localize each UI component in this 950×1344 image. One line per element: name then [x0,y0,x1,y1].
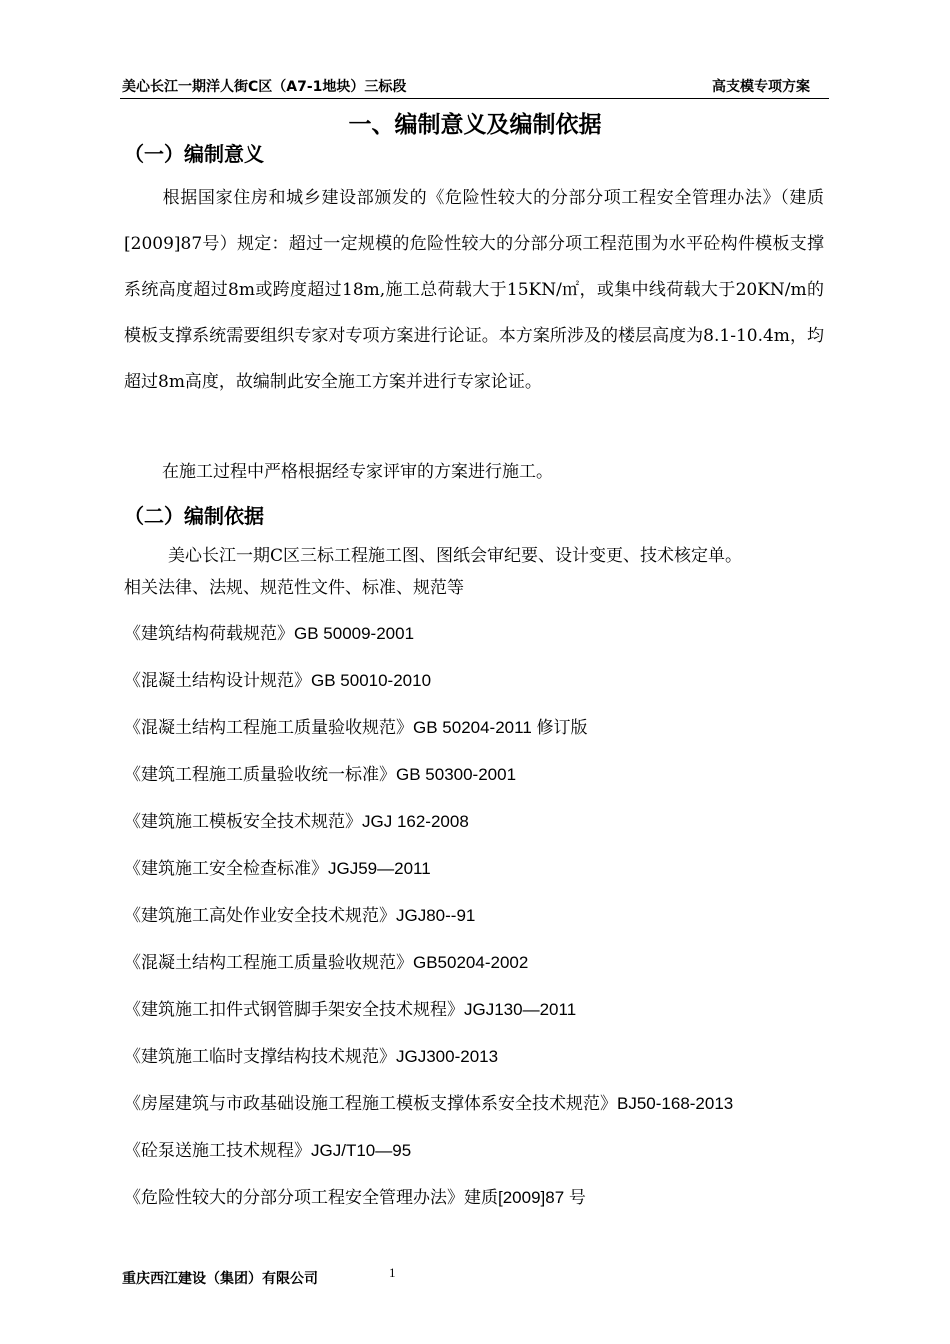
reference-code: GB 50009-2001 [294,624,415,643]
reference-name: 《混凝土结构设计规范》 [124,671,311,691]
reference-code: 建质[2009]87 号 [464,1188,586,1207]
header-doc-type: 高支模专项方案 [712,79,810,95]
reference-code: GB 50010-2010 [311,671,432,690]
header-project: 美心长江一期洋人街C区（A7-1地块）三标段 [122,79,407,95]
reference-name: 《混凝土结构工程施工质量验收规范》 [124,718,413,738]
footer-company: 重庆西江建设（集团）有限公司 [122,1271,318,1287]
section-heading-basis: （二）编制依据 [124,504,264,528]
reference-code: JGJ80--91 [396,906,476,925]
reference-code: BJ50-168-2013 [617,1094,734,1113]
reference-list [124,618,733,1229]
reference-name: 《建筑施工高处作业安全技术规范》 [124,906,396,926]
reference-item [124,853,733,900]
basis-intro-2: 相关法律、法规、规范性文件、标准、规范等 [124,578,464,598]
reference-name: 《建筑施工扣件式钢管脚手架安全技术规程》 [124,1000,464,1020]
significance-paragraph [124,175,824,405]
reference-name: 《建筑施工临时支撑结构技术规范》 [124,1047,396,1067]
reference-name: 《混凝土结构工程施工质量验收规范》 [124,953,413,973]
reference-code: JGJ 162-2008 [362,812,469,831]
reference-name: 《危险性较大的分部分项工程安全管理办法》 [124,1188,464,1208]
reference-item [124,947,733,994]
reference-item [124,618,733,665]
page-number: 1 [389,1265,396,1280]
basis-intro-1: 美心长江一期C区三标工程施工图、图纸会审纪要、设计变更、技术核定单。 [168,546,743,566]
reference-name: 《砼泵送施工技术规程》 [124,1141,311,1161]
reference-item [124,1182,733,1229]
reference-item [124,994,733,1041]
reference-code: GB 50300-2001 [396,765,517,784]
reference-code: GB 50204-2011 修订版 [413,718,588,737]
construction-note-text: 在施工过程中严格根据经专家评审的方案进行施工。 [162,462,553,482]
reference-item [124,712,733,759]
reference-name: 《房屋建筑与市政基础设施工程施工模板支撑体系安全技术规范》 [124,1094,617,1114]
reference-code: JGJ59—2011 [328,859,431,878]
reference-item [124,665,733,712]
reference-code: GB50204-2002 [413,953,529,972]
construction-note-paragraph [124,449,824,495]
significance-text: 根据国家住房和城乡建设部颁发的《危险性较大的分部分项工程安全管理办法》（建质[2009]87号）规定：超过一定规模的危险性较大的分部分项工程范围为水平砼构件模板支撑系统高度超过8m或跨度超过18m,施工总荷载大于15KN/㎡，或集中线荷载大于20KN/m的模板支撑系统需要组织专家对专项方案进行论证。本方案所涉及的楼层高度为8.1-10.4m，均超过8m高度，故编制此安全施工方案并进行专家论证。 [124,188,824,392]
reference-code: JGJ130—2011 [464,1000,577,1019]
reference-name: 《建筑工程施工质量验收统一标准》 [124,765,396,785]
reference-name: 《建筑施工安全检查标准》 [124,859,328,879]
reference-item [124,1088,733,1135]
reference-name: 《建筑施工模板安全技术规范》 [124,812,362,832]
reference-item [124,1041,733,1088]
reference-item [124,806,733,853]
reference-item [124,900,733,947]
header-divider [120,98,829,99]
reference-code: JGJ300-2013 [396,1047,499,1066]
reference-code: JGJ/T10—95 [311,1141,412,1160]
chapter-title: 一、编制意义及编制依据 [348,112,602,138]
reference-item [124,1135,733,1182]
reference-item [124,759,733,806]
section-heading-significance: （一）编制意义 [124,142,264,166]
reference-name: 《建筑结构荷载规范》 [124,624,294,644]
